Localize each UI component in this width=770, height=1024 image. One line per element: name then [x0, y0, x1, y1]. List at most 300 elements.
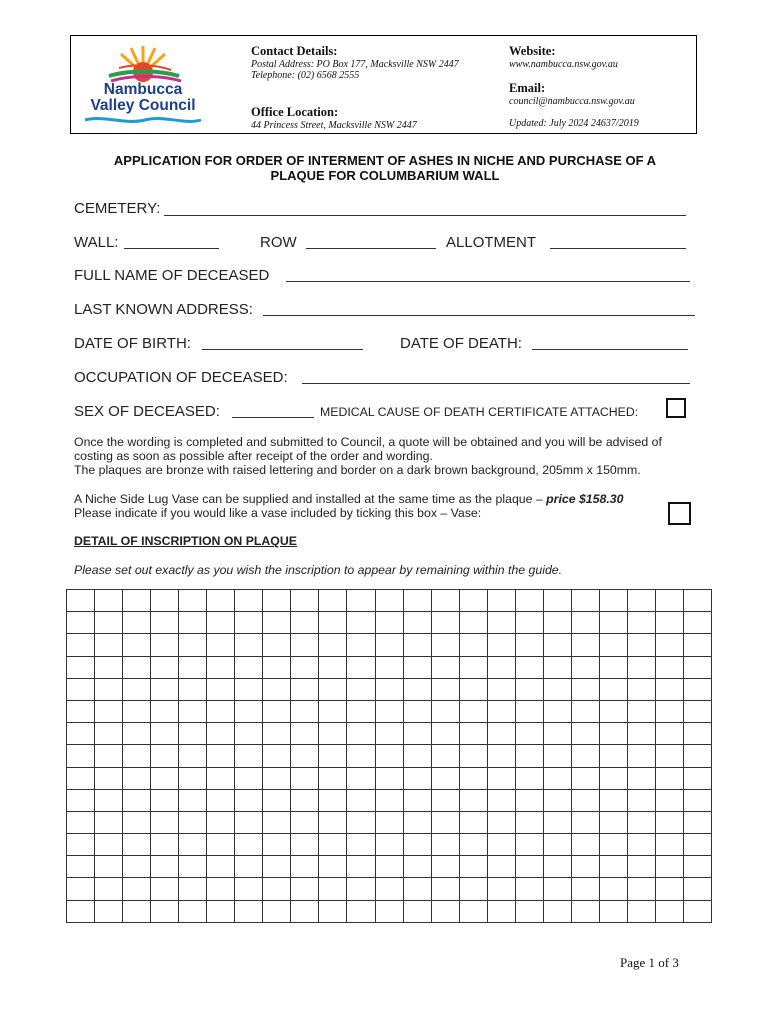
grid-cell[interactable] [347, 856, 375, 878]
allotment-field[interactable] [550, 248, 686, 249]
grid-cell[interactable] [263, 612, 291, 634]
grid-cell[interactable] [179, 900, 207, 922]
grid-cell[interactable] [684, 789, 712, 811]
grid-cell[interactable] [599, 634, 627, 656]
grid-cell[interactable] [655, 856, 683, 878]
grid-cell[interactable] [291, 723, 319, 745]
grid-cell[interactable] [95, 656, 123, 678]
grid-cell[interactable] [515, 656, 543, 678]
grid-cell[interactable] [263, 878, 291, 900]
grid-cell[interactable] [319, 789, 347, 811]
grid-cell[interactable] [431, 856, 459, 878]
grid-cell[interactable] [95, 878, 123, 900]
grid-cell[interactable] [599, 834, 627, 856]
grid-cell[interactable] [655, 612, 683, 634]
grid-cell[interactable] [95, 745, 123, 767]
grid-cell[interactable] [571, 856, 599, 878]
grid-cell[interactable] [375, 678, 403, 700]
grid-cell[interactable] [207, 789, 235, 811]
grid-cell[interactable] [684, 856, 712, 878]
grid-cell[interactable] [95, 590, 123, 612]
grid-cell[interactable] [291, 656, 319, 678]
grid-cell[interactable] [151, 656, 179, 678]
grid-cell[interactable] [123, 678, 151, 700]
grid-cell[interactable] [627, 745, 655, 767]
grid-cell[interactable] [207, 878, 235, 900]
grid-cell[interactable] [627, 767, 655, 789]
grid-cell[interactable] [543, 590, 571, 612]
grid-cell[interactable] [431, 678, 459, 700]
grid-cell[interactable] [67, 612, 95, 634]
grid-cell[interactable] [515, 811, 543, 833]
grid-cell[interactable] [151, 590, 179, 612]
grid-cell[interactable] [543, 700, 571, 722]
grid-cell[interactable] [431, 745, 459, 767]
grid-cell[interactable] [291, 612, 319, 634]
grid-cell[interactable] [627, 634, 655, 656]
grid-cell[interactable] [459, 700, 487, 722]
grid-cell[interactable] [291, 700, 319, 722]
grid-cell[interactable] [179, 811, 207, 833]
grid-cell[interactable] [515, 590, 543, 612]
grid-cell[interactable] [627, 856, 655, 878]
grid-cell[interactable] [515, 878, 543, 900]
grid-cell[interactable] [207, 856, 235, 878]
grid-cell[interactable] [347, 878, 375, 900]
grid-cell[interactable] [179, 878, 207, 900]
grid-cell[interactable] [599, 590, 627, 612]
grid-cell[interactable] [543, 612, 571, 634]
grid-cell[interactable] [655, 789, 683, 811]
grid-cell[interactable] [347, 789, 375, 811]
grid-cell[interactable] [571, 878, 599, 900]
grid-cell[interactable] [263, 723, 291, 745]
grid-cell[interactable] [515, 789, 543, 811]
grid-cell[interactable] [235, 767, 263, 789]
grid-cell[interactable] [375, 767, 403, 789]
grid-cell[interactable] [179, 745, 207, 767]
grid-cell[interactable] [67, 700, 95, 722]
grid-cell[interactable] [684, 900, 712, 922]
grid-cell[interactable] [431, 590, 459, 612]
grid-cell[interactable] [684, 723, 712, 745]
grid-cell[interactable] [67, 656, 95, 678]
grid-cell[interactable] [543, 678, 571, 700]
grid-cell[interactable] [319, 856, 347, 878]
grid-cell[interactable] [67, 834, 95, 856]
grid-cell[interactable] [487, 811, 515, 833]
grid-cell[interactable] [459, 856, 487, 878]
grid-cell[interactable] [375, 612, 403, 634]
grid-cell[interactable] [487, 900, 515, 922]
grid-cell[interactable] [627, 700, 655, 722]
grid-cell[interactable] [571, 634, 599, 656]
dob-field[interactable] [202, 349, 363, 350]
grid-cell[interactable] [487, 590, 515, 612]
grid-cell[interactable] [347, 811, 375, 833]
grid-cell[interactable] [459, 612, 487, 634]
grid-cell[interactable] [319, 767, 347, 789]
grid-cell[interactable] [375, 590, 403, 612]
grid-cell[interactable] [599, 767, 627, 789]
grid-cell[interactable] [599, 878, 627, 900]
grid-cell[interactable] [67, 878, 95, 900]
grid-cell[interactable] [207, 612, 235, 634]
grid-cell[interactable] [655, 590, 683, 612]
grid-cell[interactable] [655, 767, 683, 789]
grid-cell[interactable] [291, 834, 319, 856]
grid-cell[interactable] [95, 856, 123, 878]
grid-cell[interactable] [207, 656, 235, 678]
email-link[interactable]: council@nambucca.nsw.gov.au [509, 96, 635, 107]
row-field[interactable] [306, 248, 436, 249]
grid-cell[interactable] [487, 656, 515, 678]
grid-cell[interactable] [319, 656, 347, 678]
grid-cell[interactable] [403, 811, 431, 833]
grid-cell[interactable] [291, 745, 319, 767]
grid-cell[interactable] [291, 678, 319, 700]
grid-cell[interactable] [207, 590, 235, 612]
grid-cell[interactable] [179, 656, 207, 678]
grid-cell[interactable] [515, 700, 543, 722]
grid-cell[interactable] [263, 767, 291, 789]
grid-cell[interactable] [655, 811, 683, 833]
grid-cell[interactable] [655, 834, 683, 856]
grid-cell[interactable] [431, 789, 459, 811]
grid-cell[interactable] [684, 767, 712, 789]
grid-cell[interactable] [123, 878, 151, 900]
grid-cell[interactable] [543, 723, 571, 745]
grid-cell[interactable] [655, 634, 683, 656]
grid-cell[interactable] [263, 900, 291, 922]
grid-cell[interactable] [319, 811, 347, 833]
grid-cell[interactable] [179, 789, 207, 811]
grid-cell[interactable] [655, 723, 683, 745]
grid-cell[interactable] [67, 789, 95, 811]
grid-cell[interactable] [459, 723, 487, 745]
grid-cell[interactable] [123, 656, 151, 678]
grid-cell[interactable] [459, 900, 487, 922]
grid-cell[interactable] [67, 590, 95, 612]
grid-cell[interactable] [235, 678, 263, 700]
grid-cell[interactable] [375, 700, 403, 722]
grid-cell[interactable] [235, 723, 263, 745]
grid-cell[interactable] [291, 789, 319, 811]
grid-cell[interactable] [684, 834, 712, 856]
grid-cell[interactable] [515, 678, 543, 700]
grid-cell[interactable] [599, 700, 627, 722]
grid-cell[interactable] [627, 878, 655, 900]
grid-cell[interactable] [179, 834, 207, 856]
grid-cell[interactable] [599, 811, 627, 833]
grid-cell[interactable] [207, 634, 235, 656]
grid-cell[interactable] [627, 811, 655, 833]
grid-cell[interactable] [95, 634, 123, 656]
grid-cell[interactable] [95, 612, 123, 634]
grid-cell[interactable] [571, 900, 599, 922]
grid-cell[interactable] [684, 700, 712, 722]
grid-cell[interactable] [263, 656, 291, 678]
grid-cell[interactable] [599, 612, 627, 634]
grid-cell[interactable] [179, 767, 207, 789]
sex-field[interactable] [232, 417, 314, 418]
grid-cell[interactable] [403, 767, 431, 789]
grid-cell[interactable] [319, 723, 347, 745]
medical-certificate-checkbox[interactable] [666, 398, 686, 418]
grid-cell[interactable] [319, 634, 347, 656]
grid-cell[interactable] [123, 900, 151, 922]
grid-cell[interactable] [347, 834, 375, 856]
grid-cell[interactable] [543, 634, 571, 656]
grid-cell[interactable] [235, 634, 263, 656]
grid-cell[interactable] [515, 900, 543, 922]
grid-cell[interactable] [403, 656, 431, 678]
grid-cell[interactable] [151, 634, 179, 656]
grid-cell[interactable] [487, 678, 515, 700]
grid-cell[interactable] [571, 678, 599, 700]
grid-cell[interactable] [123, 723, 151, 745]
grid-cell[interactable] [123, 612, 151, 634]
grid-cell[interactable] [571, 789, 599, 811]
grid-cell[interactable] [431, 634, 459, 656]
grid-cell[interactable] [123, 856, 151, 878]
grid-cell[interactable] [431, 767, 459, 789]
grid-cell[interactable] [599, 678, 627, 700]
grid-cell[interactable] [571, 723, 599, 745]
grid-cell[interactable] [543, 878, 571, 900]
grid-cell[interactable] [599, 656, 627, 678]
grid-cell[interactable] [515, 834, 543, 856]
grid-cell[interactable] [459, 811, 487, 833]
grid-cell[interactable] [319, 612, 347, 634]
occupation-field[interactable] [302, 383, 690, 384]
grid-cell[interactable] [375, 723, 403, 745]
grid-cell[interactable] [123, 767, 151, 789]
grid-cell[interactable] [151, 878, 179, 900]
grid-cell[interactable] [571, 834, 599, 856]
grid-cell[interactable] [571, 767, 599, 789]
grid-cell[interactable] [151, 612, 179, 634]
grid-cell[interactable] [151, 700, 179, 722]
grid-cell[interactable] [67, 745, 95, 767]
grid-cell[interactable] [375, 878, 403, 900]
grid-cell[interactable] [684, 634, 712, 656]
grid-cell[interactable] [235, 590, 263, 612]
grid-cell[interactable] [347, 656, 375, 678]
grid-cell[interactable] [235, 612, 263, 634]
grid-cell[interactable] [375, 856, 403, 878]
grid-cell[interactable] [599, 789, 627, 811]
grid-cell[interactable] [459, 834, 487, 856]
grid-cell[interactable] [487, 723, 515, 745]
grid-cell[interactable] [179, 634, 207, 656]
grid-cell[interactable] [459, 634, 487, 656]
grid-cell[interactable] [403, 745, 431, 767]
grid-cell[interactable] [543, 789, 571, 811]
wall-field[interactable] [124, 248, 219, 249]
grid-cell[interactable] [151, 856, 179, 878]
grid-cell[interactable] [375, 634, 403, 656]
grid-cell[interactable] [655, 700, 683, 722]
grid-cell[interactable] [684, 590, 712, 612]
grid-cell[interactable] [67, 811, 95, 833]
grid-cell[interactable] [627, 834, 655, 856]
dod-field[interactable] [532, 349, 688, 350]
grid-cell[interactable] [655, 656, 683, 678]
grid-cell[interactable] [179, 723, 207, 745]
grid-cell[interactable] [487, 745, 515, 767]
grid-cell[interactable] [684, 811, 712, 833]
grid-cell[interactable] [515, 723, 543, 745]
grid-cell[interactable] [627, 900, 655, 922]
grid-cell[interactable] [291, 900, 319, 922]
grid-cell[interactable] [235, 900, 263, 922]
grid-cell[interactable] [627, 678, 655, 700]
grid-cell[interactable] [627, 789, 655, 811]
grid-cell[interactable] [95, 678, 123, 700]
website-link[interactable]: www.nambucca.nsw.gov.au [509, 59, 618, 70]
grid-cell[interactable] [235, 834, 263, 856]
grid-cell[interactable] [347, 900, 375, 922]
grid-cell[interactable] [375, 811, 403, 833]
grid-cell[interactable] [67, 767, 95, 789]
grid-cell[interactable] [655, 900, 683, 922]
grid-cell[interactable] [459, 789, 487, 811]
grid-cell[interactable] [403, 634, 431, 656]
grid-cell[interactable] [543, 745, 571, 767]
grid-cell[interactable] [543, 856, 571, 878]
grid-cell[interactable] [655, 878, 683, 900]
grid-cell[interactable] [235, 811, 263, 833]
grid-cell[interactable] [571, 745, 599, 767]
grid-cell[interactable] [543, 767, 571, 789]
grid-cell[interactable] [123, 634, 151, 656]
grid-cell[interactable] [459, 878, 487, 900]
grid-cell[interactable] [459, 656, 487, 678]
grid-cell[interactable] [403, 700, 431, 722]
grid-cell[interactable] [207, 723, 235, 745]
grid-cell[interactable] [684, 656, 712, 678]
grid-cell[interactable] [571, 612, 599, 634]
grid-cell[interactable] [347, 767, 375, 789]
grid-cell[interactable] [291, 878, 319, 900]
address-field[interactable] [263, 315, 695, 316]
grid-cell[interactable] [263, 856, 291, 878]
grid-cell[interactable] [431, 723, 459, 745]
grid-cell[interactable] [487, 700, 515, 722]
grid-cell[interactable] [431, 900, 459, 922]
grid-cell[interactable] [459, 767, 487, 789]
grid-cell[interactable] [235, 700, 263, 722]
grid-cell[interactable] [95, 811, 123, 833]
grid-cell[interactable] [95, 789, 123, 811]
grid-cell[interactable] [123, 700, 151, 722]
grid-cell[interactable] [431, 612, 459, 634]
grid-cell[interactable] [515, 634, 543, 656]
grid-cell[interactable] [627, 723, 655, 745]
grid-cell[interactable] [375, 789, 403, 811]
grid-cell[interactable] [207, 767, 235, 789]
grid-cell[interactable] [431, 656, 459, 678]
grid-cell[interactable] [347, 678, 375, 700]
grid-cell[interactable] [347, 700, 375, 722]
grid-cell[interactable] [431, 700, 459, 722]
grid-cell[interactable] [487, 789, 515, 811]
grid-cell[interactable] [543, 811, 571, 833]
grid-cell[interactable] [571, 700, 599, 722]
grid-cell[interactable] [655, 745, 683, 767]
grid-cell[interactable] [403, 678, 431, 700]
grid-cell[interactable] [123, 789, 151, 811]
grid-cell[interactable] [319, 900, 347, 922]
grid-cell[interactable] [459, 590, 487, 612]
grid-cell[interactable] [375, 834, 403, 856]
grid-cell[interactable] [347, 590, 375, 612]
grid-cell[interactable] [123, 590, 151, 612]
grid-cell[interactable] [543, 656, 571, 678]
grid-cell[interactable] [151, 745, 179, 767]
cemetery-field[interactable] [164, 215, 686, 216]
grid-cell[interactable] [179, 856, 207, 878]
grid-cell[interactable] [291, 767, 319, 789]
grid-cell[interactable] [95, 767, 123, 789]
grid-cell[interactable] [67, 634, 95, 656]
grid-cell[interactable] [515, 612, 543, 634]
grid-cell[interactable] [207, 745, 235, 767]
grid-cell[interactable] [487, 612, 515, 634]
grid-cell[interactable] [151, 767, 179, 789]
grid-cell[interactable] [95, 700, 123, 722]
grid-cell[interactable] [543, 900, 571, 922]
grid-cell[interactable] [375, 900, 403, 922]
grid-cell[interactable] [263, 834, 291, 856]
grid-cell[interactable] [263, 745, 291, 767]
grid-cell[interactable] [403, 878, 431, 900]
grid-cell[interactable] [431, 878, 459, 900]
grid-cell[interactable] [319, 590, 347, 612]
grid-cell[interactable] [67, 723, 95, 745]
grid-cell[interactable] [235, 745, 263, 767]
grid-cell[interactable] [459, 678, 487, 700]
grid-cell[interactable] [515, 745, 543, 767]
grid-cell[interactable] [263, 590, 291, 612]
grid-cell[interactable] [207, 900, 235, 922]
grid-cell[interactable] [487, 856, 515, 878]
grid-cell[interactable] [319, 834, 347, 856]
grid-cell[interactable] [684, 678, 712, 700]
grid-cell[interactable] [403, 789, 431, 811]
grid-cell[interactable] [515, 856, 543, 878]
grid-cell[interactable] [151, 723, 179, 745]
grid-cell[interactable] [403, 723, 431, 745]
grid-cell[interactable] [263, 789, 291, 811]
grid-cell[interactable] [291, 856, 319, 878]
grid-cell[interactable] [319, 678, 347, 700]
grid-cell[interactable] [123, 834, 151, 856]
grid-cell[interactable] [403, 834, 431, 856]
vase-checkbox[interactable] [668, 502, 691, 525]
grid-cell[interactable] [151, 678, 179, 700]
grid-cell[interactable] [571, 590, 599, 612]
grid-cell[interactable] [375, 745, 403, 767]
grid-cell[interactable] [151, 789, 179, 811]
grid-cell[interactable] [151, 811, 179, 833]
grid-cell[interactable] [347, 634, 375, 656]
grid-cell[interactable] [319, 878, 347, 900]
grid-cell[interactable] [319, 700, 347, 722]
grid-cell[interactable] [655, 678, 683, 700]
grid-cell[interactable] [627, 656, 655, 678]
